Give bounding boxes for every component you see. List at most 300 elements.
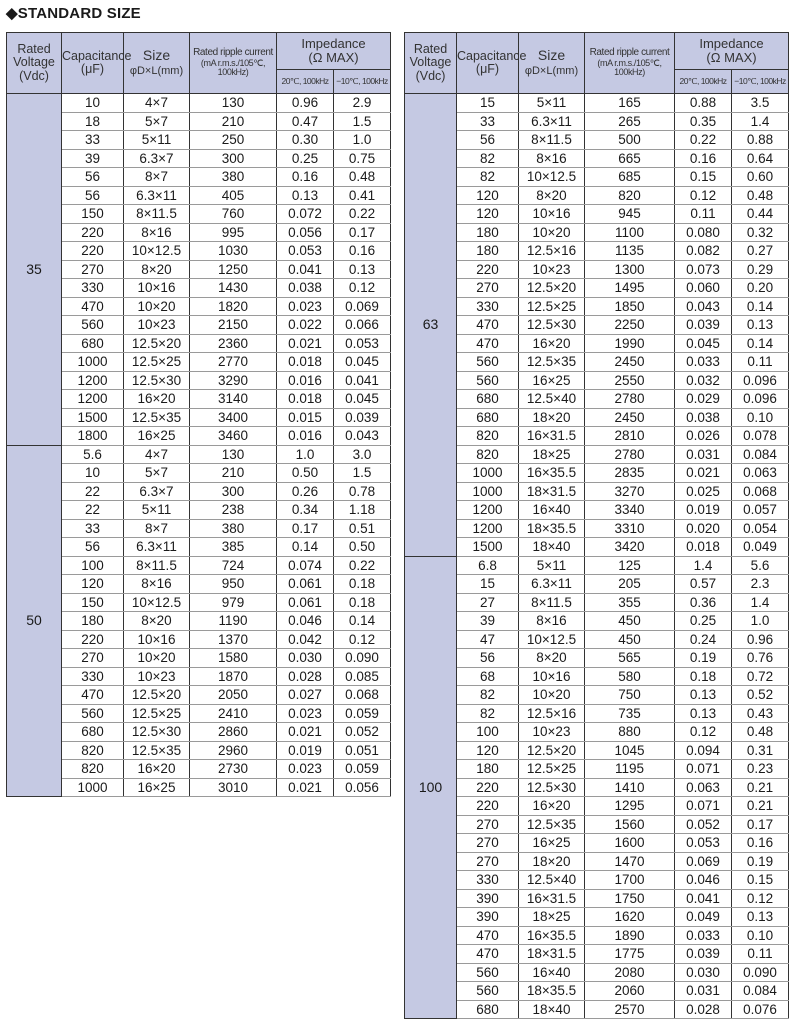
capacitance-cell: 560 <box>457 982 519 1001</box>
impedance-minus10c-cell: 0.13 <box>732 908 789 927</box>
size-cell: 10×23 <box>124 667 190 686</box>
table-row <box>405 704 789 723</box>
impedance-minus10c-cell: 0.20 <box>732 279 789 298</box>
size-cell: 12.5×25 <box>519 297 585 316</box>
size-cell: 10×12.5 <box>124 242 190 261</box>
size-cell: 10×12.5 <box>124 593 190 612</box>
capacitance-cell: 270 <box>457 815 519 834</box>
capacitance-cell: 470 <box>457 334 519 353</box>
impedance-minus10c-cell: 0.045 <box>334 390 391 409</box>
table-row <box>7 131 391 150</box>
ripple-current-cell: 1870 <box>190 667 277 686</box>
size-cell: 8×20 <box>124 260 190 279</box>
header-rated-voltage: Rated Voltage (Vdc) <box>7 33 62 94</box>
ripple-current-cell: 1775 <box>585 945 675 964</box>
ripple-current-cell: 2150 <box>190 316 277 335</box>
size-cell: 10×16 <box>519 667 585 686</box>
table-row <box>7 741 391 760</box>
impedance-minus10c-cell: 0.13 <box>334 260 391 279</box>
size-cell: 8×16 <box>519 149 585 168</box>
capacitance-cell: 33 <box>457 112 519 131</box>
impedance-minus10c-cell: 0.29 <box>732 260 789 279</box>
size-cell: 8×16 <box>124 223 190 242</box>
table-row <box>405 131 789 150</box>
ripple-current-cell: 1850 <box>585 297 675 316</box>
table-row <box>405 371 789 390</box>
table-row <box>7 408 391 427</box>
impedance-minus10c-cell: 0.51 <box>334 519 391 538</box>
ripple-current-cell: 210 <box>190 112 277 131</box>
capacitance-cell: 1000 <box>457 464 519 483</box>
table-row <box>405 149 789 168</box>
impedance-20c-cell: 0.072 <box>277 205 334 224</box>
capacitance-cell: 1000 <box>457 482 519 501</box>
table-row <box>405 390 789 409</box>
ripple-current-cell: 1295 <box>585 797 675 816</box>
impedance-20c-cell: 0.13 <box>675 686 732 705</box>
capacitance-cell: 560 <box>457 371 519 390</box>
impedance-minus10c-cell: 1.5 <box>334 464 391 483</box>
size-cell: 10×23 <box>519 260 585 279</box>
impedance-20c-cell: 0.032 <box>675 371 732 390</box>
ripple-current-cell: 724 <box>190 556 277 575</box>
size-cell: 8×20 <box>519 649 585 668</box>
impedance-minus10c-cell: 0.96 <box>732 630 789 649</box>
size-cell: 8×16 <box>124 575 190 594</box>
table-row <box>7 649 391 668</box>
impedance-20c-cell: 0.039 <box>675 316 732 335</box>
size-cell: 18×31.5 <box>519 945 585 964</box>
impedance-minus10c-cell: 0.16 <box>732 834 789 853</box>
ripple-current-cell: 1030 <box>190 242 277 261</box>
capacitance-cell: 680 <box>62 723 124 742</box>
size-cell: 8×7 <box>124 168 190 187</box>
ripple-current-cell: 2960 <box>190 741 277 760</box>
capacitance-cell: 680 <box>457 408 519 427</box>
capacitance-cell: 10 <box>62 464 124 483</box>
size-cell: 6.3×7 <box>124 482 190 501</box>
capacitance-cell: 820 <box>62 741 124 760</box>
size-cell: 12.5×20 <box>519 741 585 760</box>
capacitance-cell: 56 <box>457 131 519 150</box>
size-cell: 16×25 <box>124 778 190 797</box>
impedance-minus10c-cell: 0.059 <box>334 760 391 779</box>
size-cell: 5×7 <box>124 112 190 131</box>
size-cell: 18×25 <box>519 445 585 464</box>
impedance-20c-cell: 0.019 <box>277 741 334 760</box>
size-cell: 10×20 <box>519 223 585 242</box>
table-row <box>7 482 391 501</box>
impedance-20c-cell: 0.033 <box>675 926 732 945</box>
impedance-minus10c-cell: 0.068 <box>732 482 789 501</box>
impedance-20c-cell: 0.26 <box>277 482 334 501</box>
capacitance-cell: 10 <box>62 94 124 113</box>
impedance-20c-cell: 0.061 <box>277 593 334 612</box>
impedance-20c-cell: 0.023 <box>277 760 334 779</box>
rated-voltage-cell: 50 <box>7 445 62 797</box>
header-impedance-20c: 20℃, 100kHz <box>277 70 334 94</box>
capacitance-cell: 220 <box>457 260 519 279</box>
capacitance-cell: 220 <box>457 797 519 816</box>
capacitance-cell: 220 <box>457 778 519 797</box>
ripple-current-cell: 2080 <box>585 963 675 982</box>
impedance-minus10c-cell: 0.053 <box>334 334 391 353</box>
capacitance-cell: 680 <box>457 390 519 409</box>
table-row <box>7 501 391 520</box>
capacitance-cell: 390 <box>457 908 519 927</box>
ripple-current-cell: 2810 <box>585 427 675 446</box>
ripple-current-cell: 205 <box>585 575 675 594</box>
impedance-minus10c-cell: 2.3 <box>732 575 789 594</box>
table-row <box>405 482 789 501</box>
table-row <box>405 168 789 187</box>
table-row <box>405 889 789 908</box>
ripple-current-cell: 1190 <box>190 612 277 631</box>
header-impedance-minus10c: −10℃, 100kHz <box>732 70 789 94</box>
ripple-current-cell: 1195 <box>585 760 675 779</box>
impedance-minus10c-cell: 0.76 <box>732 649 789 668</box>
impedance-20c-cell: 0.021 <box>277 778 334 797</box>
impedance-minus10c-cell: 0.14 <box>334 612 391 631</box>
impedance-20c-cell: 0.031 <box>675 445 732 464</box>
table-row <box>405 223 789 242</box>
impedance-minus10c-cell: 0.076 <box>732 1000 789 1019</box>
impedance-20c-cell: 0.17 <box>277 519 334 538</box>
table-body-right <box>405 94 789 1019</box>
table-row <box>7 297 391 316</box>
impedance-minus10c-cell: 0.21 <box>732 778 789 797</box>
ripple-current-cell: 945 <box>585 205 675 224</box>
ripple-current-cell: 2550 <box>585 371 675 390</box>
capacitance-cell: 820 <box>457 445 519 464</box>
capacitance-cell: 470 <box>457 945 519 964</box>
capacitance-cell: 270 <box>62 649 124 668</box>
impedance-minus10c-cell: 0.096 <box>732 390 789 409</box>
ripple-current-cell: 2410 <box>190 704 277 723</box>
impedance-minus10c-cell: 0.12 <box>334 630 391 649</box>
ripple-current-cell: 165 <box>585 94 675 113</box>
impedance-minus10c-cell: 0.10 <box>732 926 789 945</box>
capacitance-cell: 82 <box>457 686 519 705</box>
impedance-minus10c-cell: 0.75 <box>334 149 391 168</box>
size-cell: 12.5×30 <box>519 778 585 797</box>
capacitance-cell: 270 <box>457 279 519 298</box>
impedance-minus10c-cell: 0.057 <box>732 501 789 520</box>
capacitance-cell: 820 <box>62 760 124 779</box>
size-cell: 8×7 <box>124 519 190 538</box>
size-cell: 18×20 <box>519 852 585 871</box>
size-cell: 16×20 <box>124 390 190 409</box>
impedance-minus10c-cell: 0.14 <box>732 297 789 316</box>
size-cell: 8×11.5 <box>124 205 190 224</box>
impedance-minus10c-cell: 0.41 <box>334 186 391 205</box>
impedance-20c-cell: 0.57 <box>675 575 732 594</box>
size-cell: 8×11.5 <box>519 131 585 150</box>
ripple-current-cell: 1135 <box>585 242 675 261</box>
capacitance-cell: 120 <box>457 741 519 760</box>
capacitance-cell: 560 <box>457 353 519 372</box>
impedance-20c-cell: 0.021 <box>277 723 334 742</box>
ripple-current-cell: 500 <box>585 131 675 150</box>
capacitance-cell: 1200 <box>457 519 519 538</box>
capacitance-cell: 33 <box>62 519 124 538</box>
impedance-minus10c-cell: 0.059 <box>334 704 391 723</box>
table-row <box>7 390 391 409</box>
table-row <box>405 575 789 594</box>
capacitance-cell: 560 <box>457 963 519 982</box>
ripple-current-cell: 3400 <box>190 408 277 427</box>
impedance-20c-cell: 0.029 <box>675 390 732 409</box>
size-cell: 16×35.5 <box>519 464 585 483</box>
table-row <box>405 427 789 446</box>
ripple-current-cell: 210 <box>190 464 277 483</box>
table-row <box>405 612 789 631</box>
impedance-minus10c-cell: 0.041 <box>334 371 391 390</box>
impedance-minus10c-cell: 2.9 <box>334 94 391 113</box>
impedance-20c-cell: 0.073 <box>675 260 732 279</box>
capacitance-cell: 120 <box>457 205 519 224</box>
ripple-current-cell: 995 <box>190 223 277 242</box>
impedance-minus10c-cell: 0.88 <box>732 131 789 150</box>
table-row <box>405 445 789 464</box>
capacitance-cell: 680 <box>62 334 124 353</box>
size-cell: 5×11 <box>519 94 585 113</box>
size-cell: 12.5×20 <box>519 279 585 298</box>
size-cell: 18×31.5 <box>519 482 585 501</box>
table-row <box>405 279 789 298</box>
capacitance-cell: 470 <box>457 926 519 945</box>
impedance-minus10c-cell: 0.068 <box>334 686 391 705</box>
impedance-minus10c-cell: 0.11 <box>732 353 789 372</box>
table-row <box>405 834 789 853</box>
impedance-minus10c-cell: 0.066 <box>334 316 391 335</box>
impedance-minus10c-cell: 0.052 <box>334 723 391 742</box>
table-row <box>7 538 391 557</box>
table-body-left <box>7 94 391 797</box>
capacitance-cell: 39 <box>62 149 124 168</box>
size-cell: 6.3×11 <box>124 538 190 557</box>
capacitance-cell: 220 <box>62 630 124 649</box>
impedance-20c-cell: 0.25 <box>675 612 732 631</box>
size-cell: 12.5×40 <box>519 871 585 890</box>
ripple-current-cell: 2730 <box>190 760 277 779</box>
header-capacitance: Capacitance (μF) <box>62 33 124 94</box>
size-cell: 10×16 <box>519 205 585 224</box>
impedance-20c-cell: 0.021 <box>277 334 334 353</box>
ripple-current-cell: 760 <box>190 205 277 224</box>
ripple-current-cell: 1250 <box>190 260 277 279</box>
ripple-current-cell: 1890 <box>585 926 675 945</box>
size-cell: 10×20 <box>519 686 585 705</box>
capacitance-cell: 56 <box>457 649 519 668</box>
impedance-minus10c-cell: 0.049 <box>732 538 789 557</box>
ripple-current-cell: 2860 <box>190 723 277 742</box>
capacitance-cell: 100 <box>62 556 124 575</box>
size-cell: 6.3×11 <box>124 186 190 205</box>
size-cell: 10×23 <box>519 723 585 742</box>
capacitance-cell: 560 <box>62 704 124 723</box>
size-cell: 16×31.5 <box>519 427 585 446</box>
impedance-minus10c-cell: 1.5 <box>334 112 391 131</box>
table-row <box>7 723 391 742</box>
size-cell: 16×20 <box>519 797 585 816</box>
ripple-current-cell: 1430 <box>190 279 277 298</box>
impedance-20c-cell: 0.34 <box>277 501 334 520</box>
capacitance-cell: 56 <box>62 538 124 557</box>
impedance-20c-cell: 0.041 <box>277 260 334 279</box>
capacitance-cell: 1800 <box>62 427 124 446</box>
capacitance-cell: 1200 <box>62 371 124 390</box>
impedance-minus10c-cell: 1.0 <box>334 131 391 150</box>
ripple-current-cell: 665 <box>585 149 675 168</box>
table-row <box>405 186 789 205</box>
size-cell: 12.5×25 <box>519 760 585 779</box>
table-row <box>405 926 789 945</box>
ripple-current-cell: 2050 <box>190 686 277 705</box>
impedance-20c-cell: 1.0 <box>277 445 334 464</box>
impedance-minus10c-cell: 0.44 <box>732 205 789 224</box>
size-cell: 18×40 <box>519 1000 585 1019</box>
table-row <box>405 112 789 131</box>
ripple-current-cell: 2780 <box>585 390 675 409</box>
table-row <box>7 316 391 335</box>
ripple-current-cell: 750 <box>585 686 675 705</box>
impedance-minus10c-cell: 0.045 <box>334 353 391 372</box>
impedance-minus10c-cell: 0.50 <box>334 538 391 557</box>
impedance-minus10c-cell: 0.084 <box>732 982 789 1001</box>
impedance-minus10c-cell: 0.056 <box>334 778 391 797</box>
size-cell: 4×7 <box>124 94 190 113</box>
size-cell: 16×40 <box>519 963 585 982</box>
ripple-current-cell: 2835 <box>585 464 675 483</box>
header-impedance: Impedance (Ω MAX) <box>675 33 789 70</box>
ripple-current-cell: 1700 <box>585 871 675 890</box>
impedance-minus10c-cell: 0.17 <box>732 815 789 834</box>
ripple-current-cell: 685 <box>585 168 675 187</box>
table-row <box>405 556 789 575</box>
capacitance-cell: 1500 <box>62 408 124 427</box>
table-row <box>7 168 391 187</box>
impedance-20c-cell: 0.052 <box>675 815 732 834</box>
capacitance-cell: 330 <box>457 871 519 890</box>
capacitance-cell: 180 <box>457 223 519 242</box>
ripple-current-cell: 265 <box>585 112 675 131</box>
impedance-minus10c-cell: 0.14 <box>732 334 789 353</box>
capacitance-cell: 1000 <box>62 778 124 797</box>
table-row <box>7 686 391 705</box>
size-cell: 18×25 <box>519 908 585 927</box>
table-row <box>405 242 789 261</box>
capacitance-cell: 390 <box>457 889 519 908</box>
impedance-20c-cell: 0.015 <box>277 408 334 427</box>
section-title: ◆STANDARD SIZE <box>6 5 141 22</box>
table-row <box>405 908 789 927</box>
table-row <box>7 630 391 649</box>
table-row <box>7 334 391 353</box>
impedance-20c-cell: 0.049 <box>675 908 732 927</box>
impedance-minus10c-cell: 0.21 <box>732 797 789 816</box>
impedance-20c-cell: 0.18 <box>675 667 732 686</box>
impedance-20c-cell: 0.074 <box>277 556 334 575</box>
capacitance-cell: 220 <box>62 223 124 242</box>
impedance-20c-cell: 0.019 <box>675 501 732 520</box>
capacitance-cell: 270 <box>62 260 124 279</box>
table-row <box>405 945 789 964</box>
size-cell: 12.5×40 <box>519 390 585 409</box>
impedance-20c-cell: 0.16 <box>277 168 334 187</box>
impedance-minus10c-cell: 0.039 <box>334 408 391 427</box>
size-cell: 12.5×16 <box>519 704 585 723</box>
size-cell: 10×20 <box>124 297 190 316</box>
capacitance-cell: 470 <box>62 297 124 316</box>
impedance-minus10c-cell: 0.27 <box>732 242 789 261</box>
impedance-20c-cell: 0.14 <box>277 538 334 557</box>
capacitance-cell: 330 <box>62 279 124 298</box>
impedance-minus10c-cell: 0.43 <box>732 704 789 723</box>
header-impedance-minus10c: −10℃, 100kHz <box>334 70 391 94</box>
header-ripple-current: Rated ripple current (mA r.m.s./105℃, 100kHz) <box>585 33 675 94</box>
impedance-20c-cell: 0.071 <box>675 797 732 816</box>
ripple-current-cell: 125 <box>585 556 675 575</box>
size-cell: 5×11 <box>519 556 585 575</box>
ripple-current-cell: 950 <box>190 575 277 594</box>
ripple-current-cell: 130 <box>190 445 277 464</box>
capacitance-cell: 82 <box>457 168 519 187</box>
impedance-20c-cell: 0.038 <box>277 279 334 298</box>
ripple-current-cell: 1580 <box>190 649 277 668</box>
capacitance-cell: 56 <box>62 168 124 187</box>
capacitance-cell: 470 <box>62 686 124 705</box>
impedance-20c-cell: 0.15 <box>675 168 732 187</box>
ripple-current-cell: 1820 <box>190 297 277 316</box>
impedance-minus10c-cell: 0.063 <box>732 464 789 483</box>
ripple-current-cell: 2770 <box>190 353 277 372</box>
table-row <box>7 704 391 723</box>
table-row <box>7 778 391 797</box>
impedance-20c-cell: 1.4 <box>675 556 732 575</box>
impedance-20c-cell: 0.36 <box>675 593 732 612</box>
table-row <box>405 260 789 279</box>
table-row <box>7 445 391 464</box>
table-row <box>405 778 789 797</box>
ripple-current-cell: 1620 <box>585 908 675 927</box>
table-row <box>405 797 789 816</box>
table-row <box>405 464 789 483</box>
table-row <box>405 94 789 113</box>
impedance-20c-cell: 0.25 <box>277 149 334 168</box>
impedance-20c-cell: 0.028 <box>277 667 334 686</box>
capacitance-cell: 180 <box>457 760 519 779</box>
impedance-20c-cell: 0.071 <box>675 760 732 779</box>
impedance-minus10c-cell: 0.23 <box>732 760 789 779</box>
capacitance-cell: 1500 <box>457 538 519 557</box>
table-row <box>405 852 789 871</box>
impedance-minus10c-cell: 0.054 <box>732 519 789 538</box>
impedance-20c-cell: 0.046 <box>277 612 334 631</box>
table-row <box>405 760 789 779</box>
size-cell: 6.3×11 <box>519 575 585 594</box>
size-cell: 12.5×25 <box>124 353 190 372</box>
impedance-minus10c-cell: 0.15 <box>732 871 789 890</box>
impedance-20c-cell: 0.094 <box>675 741 732 760</box>
capacitance-cell: 56 <box>62 186 124 205</box>
size-cell: 16×25 <box>519 371 585 390</box>
impedance-minus10c-cell: 0.78 <box>334 482 391 501</box>
ripple-current-cell: 3420 <box>585 538 675 557</box>
ripple-current-cell: 2780 <box>585 445 675 464</box>
impedance-minus10c-cell: 0.48 <box>334 168 391 187</box>
ripple-current-cell: 3290 <box>190 371 277 390</box>
